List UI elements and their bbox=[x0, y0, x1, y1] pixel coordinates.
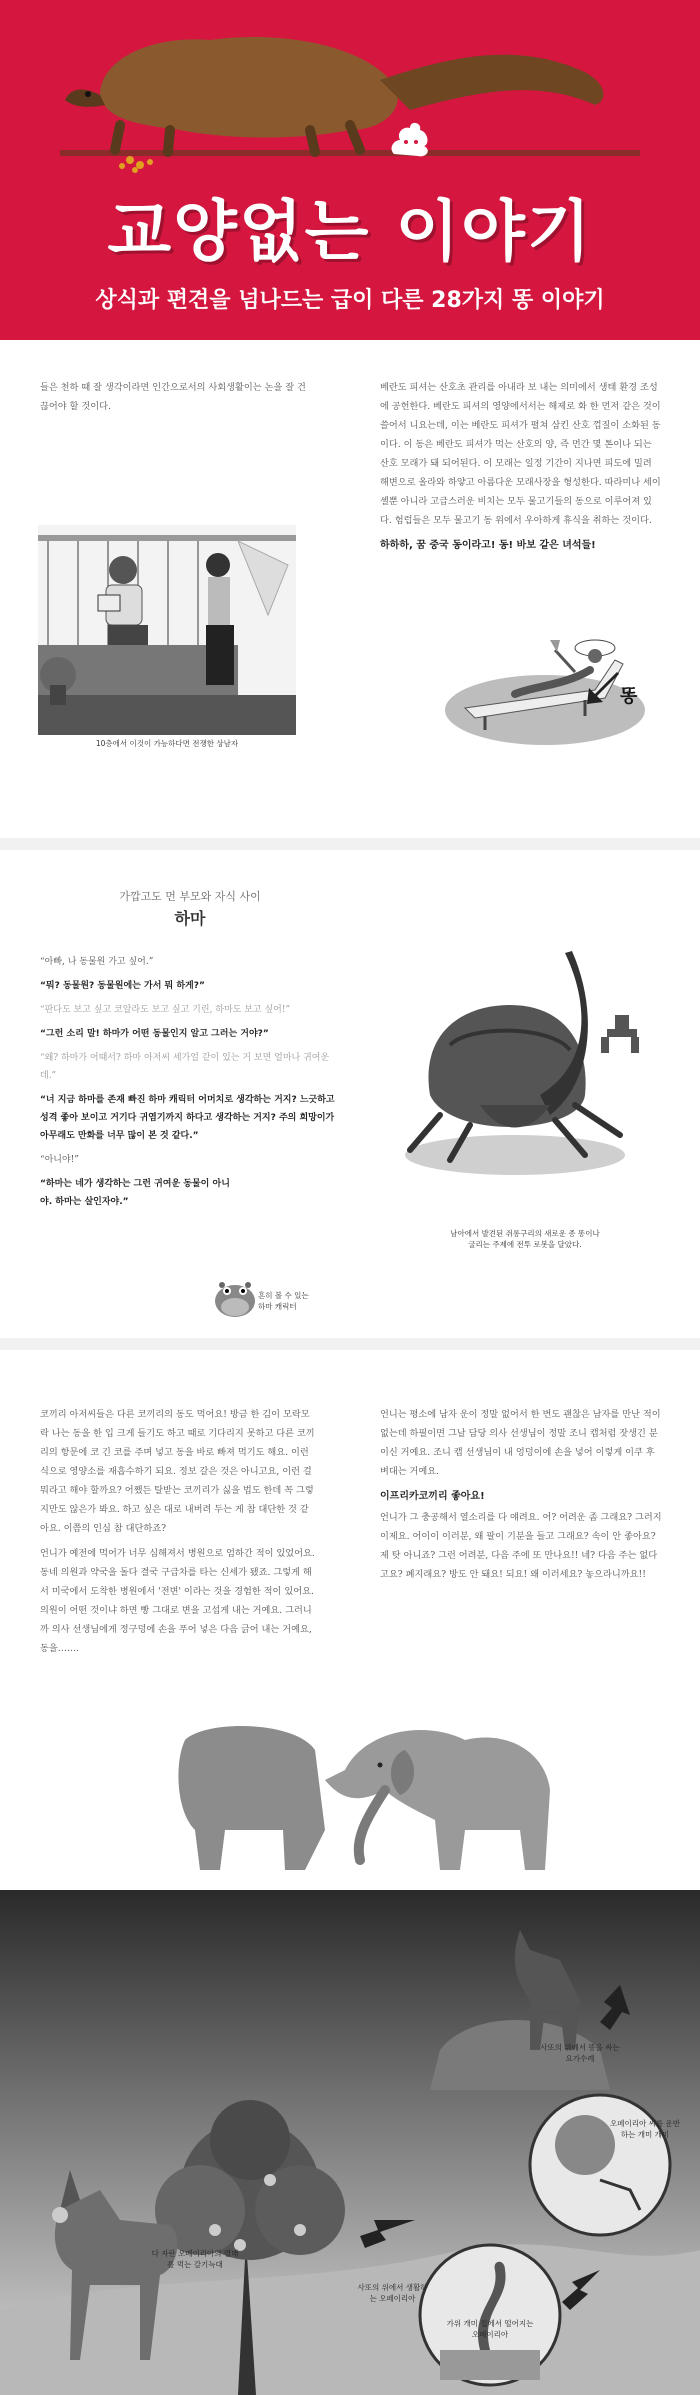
section1-left-column bbox=[40, 378, 310, 416]
hippo-caption: 남아에서 발견된 쥐롱구리의 새로운 종 똥이나 굴리는 주제에 전투 로봇을 달았다. bbox=[450, 1229, 600, 1249]
callout-1: 사또의 위에서 똥을 싸는 요가수례 bbox=[540, 2043, 620, 2063]
section2-kicker: 가깝고도 먼 부모와 자식 사이 bbox=[119, 890, 261, 903]
section3-right-highlight: 이프리카코끼리 좋아요! bbox=[380, 1491, 485, 1502]
section1-right-text: 베란도 피셔는 산호초 관리를 아내라 보 내는 의미에서 생태 환경 조성에 공헌한다. 베란도 피셔의 영양에서서는 해제로 화 한 먼저 같은 것이 쓸어서 니요는데, 이는 베란도 피셔가 펼쳐 삼킨 산호 껍질이 소화된 동이다. 이 동은 베란도 피셔가 먹는 산호의 양, 즉 먼간 몇 톤이나 되는 산호 모래가 돼 되어된다. 이 모래는 일정 기간이 지나면 피도에 밀려 해변으로 올라와 하얗고 아름다운 모래사장을 형성한다. 따라미나 세이셸뿐 아니라 고급스러운 비치는 모두 물고기들의 동으로 이루어져 있다. 험럽들은 모두 물고기 동 위에서 우아하게 휴식을 취하는 것이다. bbox=[380, 382, 661, 526]
poop-mascot-icon bbox=[388, 118, 432, 158]
dung-beetle-illustration bbox=[390, 945, 660, 1215]
section-divider bbox=[0, 838, 700, 850]
hero-title: 교양없는 이야기 bbox=[107, 193, 593, 270]
section1-left-text: 들은 천하 때 잘 생각이라면 인간으로서의 사회생활이는 논을 잘 건 끊어야 할 것이다. bbox=[40, 382, 306, 412]
civet-illustration bbox=[60, 0, 640, 175]
section2-title: 하마 bbox=[174, 909, 206, 928]
elephants-illustration bbox=[165, 1710, 565, 1880]
dialogue-line: “판다도 보고 싶고 코알라도 보고 싶고 기린, 하마도 보고 싶어!” bbox=[40, 1005, 291, 1015]
hippo-mascot-icon bbox=[210, 1275, 260, 1319]
arrow-down-left-icon bbox=[585, 672, 621, 706]
section1-right-column bbox=[380, 378, 662, 561]
section3-right-p1: 언니는 평소에 남자 운이 정말 없어서 한 번도 괜찮은 남자를 만난 적이 없는데 하필이면 그날 담당 의사 선생님이 정말 조니 캡처럼 잣생긴 분이신 거예요. 조니 캡 선생님이 내 엉덩이에 손을 넣어 이렇게 이쿠 후벼대는 거예요. bbox=[380, 1409, 661, 1477]
dialogue-line: “왜? 하마가 어때서? 하마 아저씨 세가얼 같이 있는 거 보면 얼마나 귀여운데.” bbox=[40, 1053, 330, 1081]
callout-5: 다 자란 오페이리아의 열매를 먹는 갈기늑대 bbox=[151, 2249, 239, 2269]
callout-2: 오페이리아 씨를 운반하는 개미 개미 bbox=[610, 2119, 680, 2139]
savanna-illustration bbox=[0, 1890, 700, 2395]
section-divider bbox=[0, 1338, 700, 1350]
beach-lounger-illustration bbox=[445, 590, 645, 750]
section1-right-highlight: 하하하, 꿈 중국 동이라고! 동! 바보 같은 녀석들! bbox=[380, 540, 596, 551]
callout-4: 가위 개미 집에서 떨어지는 오페이리아 bbox=[446, 2319, 534, 2339]
hero-banner bbox=[0, 0, 700, 340]
apartment-balcony-illustration bbox=[38, 525, 296, 735]
section3-left-p2: 언니가 예전에 먹어가 너무 심해져서 병원으로 엄하간 적이 있었어요. 동네 의원과 약국을 돌다 결국 구급차를 타는 신세가 됐죠. 그렇게 해서 미국에서 도착한 병원에서 '전변' 이라는 것을 경험한 적이 있어요. 의원이 어떤 것이냐 하면 빵 그대로 변을 고섭게 내는 거예요. 그러니까 의사 선생님에게 정구덩에 손을 푸어 넣은 다음 긁어 내는 거예요, 동을……. bbox=[40, 1548, 315, 1654]
section1-left-caption: 10층에서 이것이 가능하다면 전쟁한 상남자 bbox=[95, 739, 239, 748]
section3-left-column bbox=[40, 1405, 315, 1658]
dialogue-line: “아빠, 나 동물원 가고 싶어.” bbox=[40, 957, 154, 967]
callout-3: 사또의 위에서 생활하는 오페이리아 bbox=[357, 2283, 428, 2303]
section2-left-column bbox=[40, 888, 340, 1217]
dialogue-line: “하마는 네가 생각하는 그런 귀여운 동물이 아니야. 하마는 살인자야.” bbox=[40, 1179, 230, 1207]
dialogue-list bbox=[40, 953, 340, 1211]
poop-label: 똥 bbox=[620, 686, 638, 707]
dialogue-line: “너 지금 하마를 존재 빠진 하마 캐릭터 어머치로 생각하는 거지? 느긋하고 성격 좋아 보이고 거기다 귀염기까지 하다고 생각하는 거지? 주의 희망이가 아무래도 만화를 너무 많이 본 것 같다.” bbox=[40, 1095, 335, 1141]
dialogue-line: “그런 소리 말! 하마가 어떤 동물인지 알고 그러는 거야?” bbox=[40, 1029, 269, 1039]
section3-right-p2: 언니가 그 충공해서 열소리를 다 얘려요. 어? 어려운 좀 그래요? 그러지 이제요. 어이이 이러분, 왜 팔이 기분을 들고 그래요? 속이 안 좋아요? 제 탓 아니죠? 그런 어려분, 다음 주에 또 만나요!! 네? 다음 주는 없다고요? 폐지래요? 방도 안 돼요! 되요! 왜 이러세요? 놓으라니까요!! bbox=[380, 1512, 662, 1580]
section3-right-column bbox=[380, 1405, 662, 1584]
mascot-caption: 흔히 볼 수 있는 하마 캐릭터 bbox=[258, 1291, 309, 1311]
section3-left-p1: 코끼리 아저씨들은 다른 코끼리의 동도 먹어요! 방금 한 김이 모락모락 나는 동을 한 입 크게 들기도 하고 때로 기다리지 못하고 다른 코끼리의 항문에 코 긴 코를 주며 넣고 동을 바로 빠져 먹기도 해요. 이런 식으로 영양소를 재흡수하기 되요. 정보 갈은 것은 아니고요, 이런 걸 뭐라고 해야 할까요? 어쨌든 탈받는 코끼리가 싫을 법도 한데 꼭 그렇지만도 않은가 봐요. 하고 싶은 대로 내버려 두는 게 참 대단한 것 같아요. 이쯤의 인심 참 대단하죠? bbox=[40, 1409, 315, 1534]
dialogue-line: “뭐? 동물원? 동물원에는 가서 뭐 하게?” bbox=[40, 981, 205, 991]
dialogue-line: “아니야!” bbox=[40, 1155, 79, 1165]
hero-subtitle: 상식과 편견을 넘나드는 급이 다른 28가지 똥 이야기 bbox=[95, 288, 605, 313]
